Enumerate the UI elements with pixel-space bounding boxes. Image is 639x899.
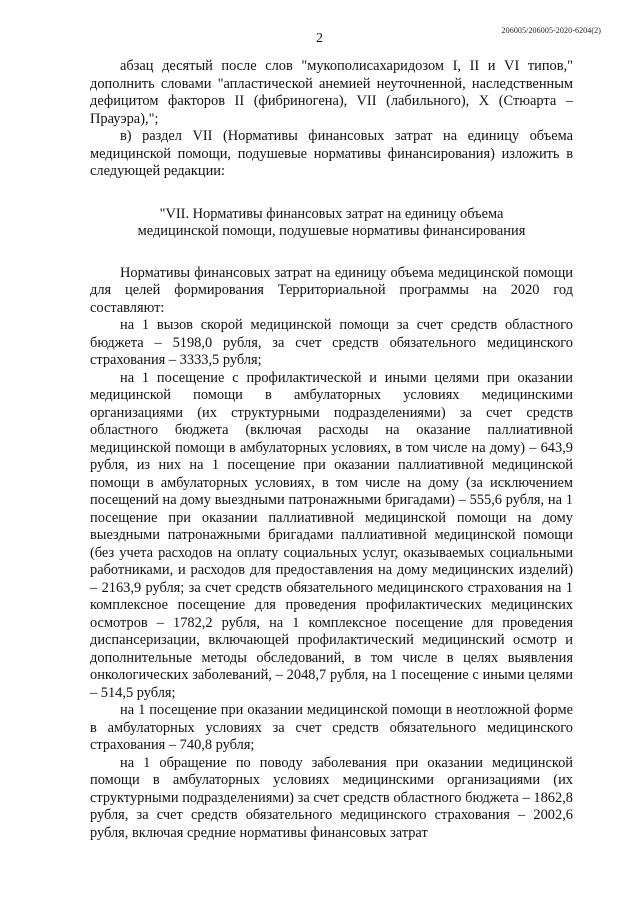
section-title-line-1: "VII. Нормативы финансовых затрат на единицу объема — [159, 205, 504, 222]
paragraph-ambulance-call: на 1 вызов скорой медицинской помощи за счет средств областного бюджета – 5198,0 рубля, за счет средств обязательного медицинского страхования – 3333,5 рубля; — [90, 317, 573, 368]
page-number: 2 — [316, 31, 323, 46]
section-title — [90, 206, 573, 241]
paragraph-urgent-care: на 1 посещение при оказании медицинской помощи в неотложной форме в амбулаторных условиях за счет средств обязательного медицинского страхования – 740,8 рубля; — [90, 702, 573, 753]
document-id: 206005/206005-2020-6204(2) — [501, 26, 601, 35]
document-body — [90, 58, 573, 842]
paragraph-preventive-visit: на 1 посещение с профилактической и иными целями при оказании медицинской помощи в амбулаторных условиях медицинскими организациями (их структурными подразделениями) за счет средств областного бюджета (включая расходы на оказание паллиативной медицинской помощи в амбулаторных условиях, в том числе на дому) – 643,9 рубля, из них на 1 посещение при оказании паллиативной медицинской помощи в амбулаторных условиях, в том числе на дому (за исключением посещений на дому выездными патронажными бригадами) – 555,6 рубля, на 1 посещение при оказании паллиативной медицинской помощи на дому выездными патронажными бригадами паллиативной медицинской помощи (без учета расходов на оплату социальных услуг, оказываемых социальными работниками, и расходов для предоставления на дому медицинских изделий) – 2163,9 рубля; за счет средств обязательного медицинского страхования на 1 комплексное посещение для проведения профилактических медицинских осмотров – 1782,2 рубля, на 1 комплексное посещение для проведения диспансеризации, включающей профилактический медицинский осмотр и дополнительные методы обследований, в том числе в целях выявления онкологических заболеваний, – 2048,7 рубля, на 1 посещение с иными целями – 514,5 рубля; — [90, 369, 573, 701]
paragraph-disease-treatment: на 1 обращение по поводу заболевания при оказании медицинской помощи в амбулаторных условиях медицинскими организациями (их структурными подразделениями) за счет средств областного бюджета – 1862,8 рубля, за счет средств обязательного медицинского страхования – 2002,6 рубля, включая средние нормативы финансовых затрат — [90, 754, 573, 841]
paragraph-intro: Нормативы финансовых затрат на единицу объема медицинской помощи для целей формирования Территориальной программы на 2020 год составляют: — [90, 264, 573, 316]
paragraph-amendment-section-vii: в) раздел VII (Нормативы финансовых затрат на единицу объема медицинской помощи, подушевые нормативы финансирования) изложить в следующей редакции: — [90, 128, 573, 179]
paragraph-amendment-tenth: абзац десятый после слов "мукополисахаридозом I, II и VI типов," дополнить словами "апластической анемией неуточненной, наследственным дефицитом факторов II (фибриногена), VII (лабильного), X (Стюарта – Прауэра),"; — [90, 58, 573, 127]
section-title-line-2: медицинской помощи, подушевые нормативы финансирования — [137, 223, 526, 239]
